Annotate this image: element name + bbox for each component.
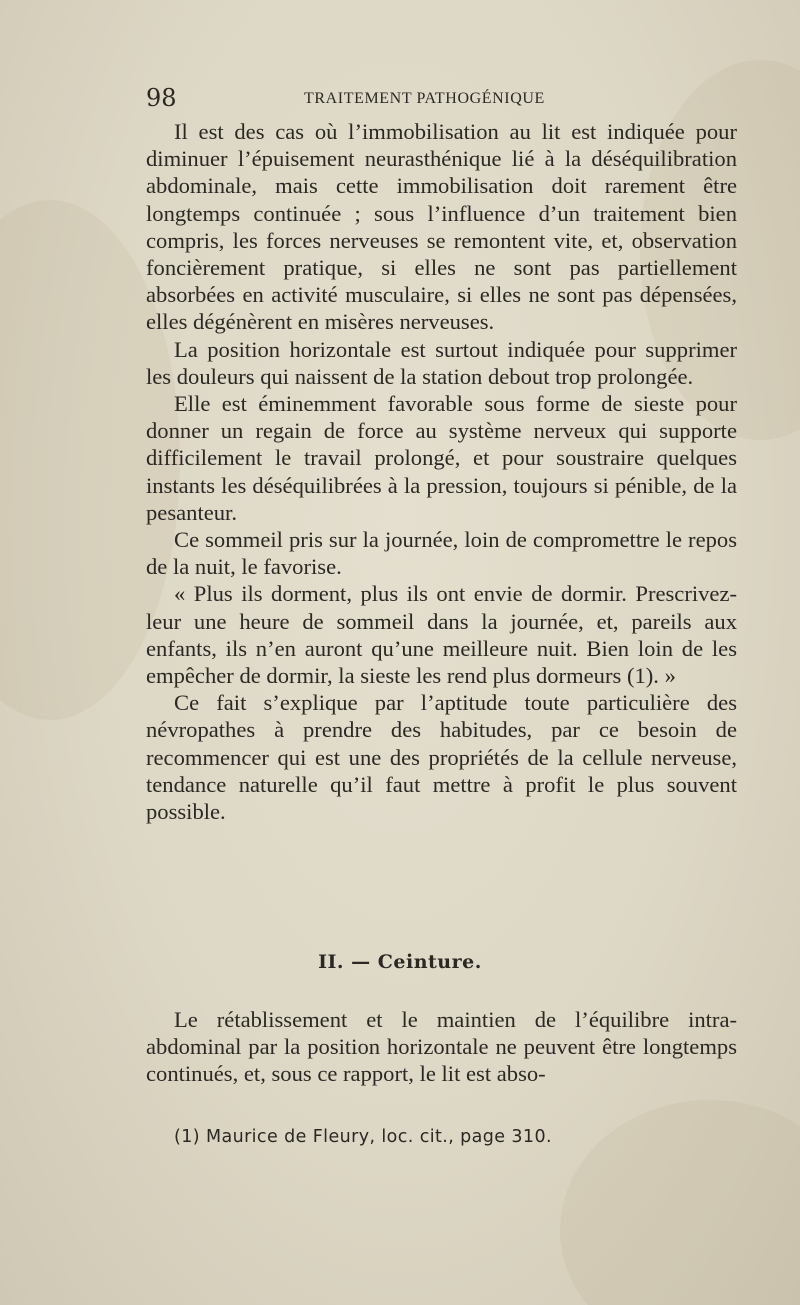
paragraph: Il est des cas où l’immobilisation au lit est indiquée pour diminuer l’épuisement neurasthénique lié à la déséquilibration abdominale, mais cette immobilisation doit rarement être longtemps continuée ; sous l’influence d’un traitement bien compris, les forces nerveuses se remontent vite, et, observation foncièrement pratique, si elles ne sont pas partiellement absorbées en activité musculaire, si elles ne sont pas dépensées, elles dégénèrent en misères nerveuses. (146, 119, 737, 335)
page-header (146, 84, 736, 114)
paragraph: Le rétablissement et le maintien de l’équilibre intra-abdominal par la position horizontale ne peuvent être longtemps continués, et, sous ce rapport, le lit est abso- (146, 1007, 737, 1087)
footnote: (1) Maurice de Fleury, loc. cit., page 310. (174, 1127, 552, 1147)
paragraph: « Plus ils dorment, plus ils ont envie de dormir. Prescrivez-leur une heure de sommeil dans la journée, et, pareils aux enfants, ils n’en auront qu’une meilleure nuit. Bien loin de les empêcher de dormir, la sieste les rend plus dormeurs (1). » (146, 581, 737, 689)
paragraph: Elle est éminemment favorable sous forme de sieste pour donner un regain de force au système nerveux qui supporte difficilement le travail prolongé, et pour soustraire quelques instants les déséquilibrées à la pression, toujours si pénible, de la pesanteur. (146, 391, 737, 525)
section-body-text (146, 1006, 737, 1088)
paragraph: Ce sommeil pris sur la journée, loin de compromettre le repos de la nuit, le favorise. (146, 527, 737, 580)
paragraph: La position horizontale est surtout indiquée pour supprimer les douleurs qui naissent de la station debout trop prolongée. (146, 336, 737, 389)
running-head: TRAITEMENT PATHOGÉNIQUE (304, 90, 545, 107)
body-text (146, 118, 737, 825)
paragraph: Ce fait s’explique par l’aptitude toute particulière des névropathes à prendre des habitudes, par ce besoin de recommencer qui est une des propriétés de la cellule nerveuse, tendance naturelle qu’il faut mettre à profit le plus souvent possible. (146, 690, 737, 825)
page-number: 98 (146, 84, 177, 112)
section-title: II. — Ceinture. (318, 951, 482, 973)
